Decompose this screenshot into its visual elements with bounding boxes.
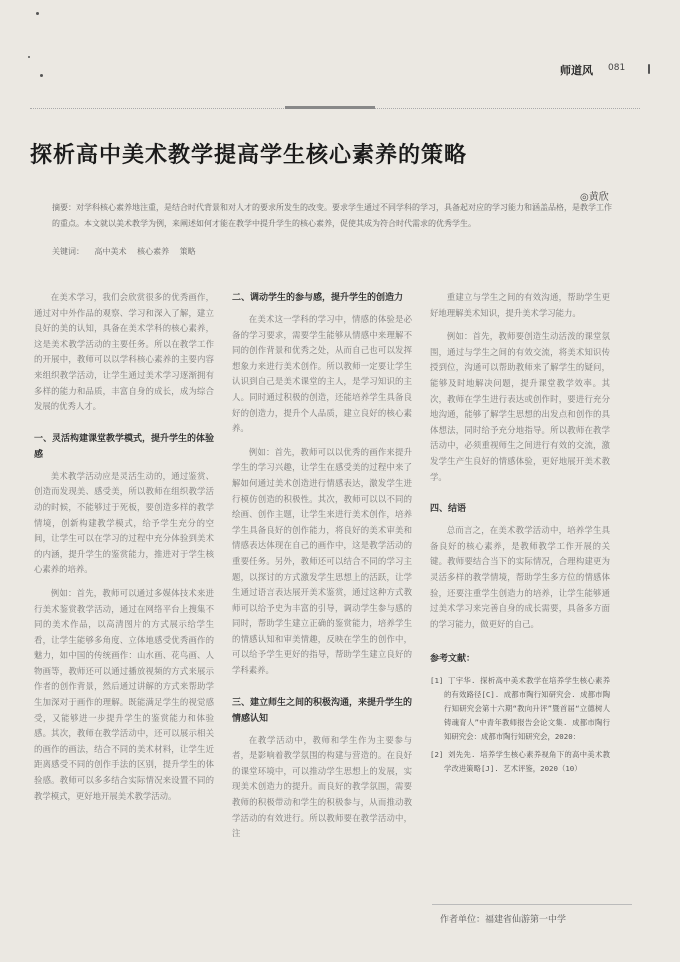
references-heading: 参考文献：: [430, 654, 476, 665]
scan-speck: [28, 56, 30, 58]
column-1: [34, 290, 214, 812]
paragraph: 例如：首先，教师可以通过多媒体技术来进行美术鉴赏教学活动，通过在网络平台上搜集不同的美术作品，以高清图片的方式展示给学生看，让学生能够多角度、立体地感受优秀画作的魅力，如中国的传统画作：山水画、花鸟画、人物画等，教师还可以通过播放视频的方式来展示作者的创作背景，然后通过讲解的方式来帮助学生加深对于画作的理解。既能满足学生的视觉感受，又能够进一步提升学生的鉴赏能力和体验感。其次，教师在教学活动中，还可以展示相关的画作的画法，结合不同的美术材料，让学生近距离感受不同的创作手法的区别，提升学生的体验感。教师可以多多结合实际情况来设置不同的教学模式，更好地开展美术教学活动。: [34, 587, 214, 801]
scan-speck: [648, 64, 650, 74]
paragraph: 例如：首先，教师要创造生动活泼的课堂氛围，通过与学生之间的有效交流，将美术知识传授到位，沟通可以帮助教师来了解学生的疑问，能够及时地解决问题，提升课堂教学效率。其次，教师在学生进行表达或创作时，要进行充分地沟通，能够了解学生思想的出发点和创作的具体想法，同时给予充分地指导。所以教师在教学活动中，必须重视师生之间进行有效的交流，激发学生产生良好的情感体验，更好地展开美术教学。: [430, 331, 610, 482]
keyword: 核心素养: [137, 247, 170, 256]
section-heading-2: 二、调动学生的参与感，提升学生的创造力: [232, 293, 404, 303]
author-affiliation: 作者单位：福建省仙游第一中学: [440, 915, 567, 925]
section-heading-4: 四、结语: [430, 504, 467, 515]
footer-divider: [432, 904, 632, 905]
column-2: [232, 290, 412, 850]
author: ◎黄欣: [580, 192, 609, 203]
reference-item: [1] 丁宇华. 探析高中美术教学在培养学生核心素养的有效路径[C]. 成都市陶行知研究会. 成都市陶行知研究会第十六期“教向升评”暨首届“立德树人 铸魂育人”中青年教师报告会论文集. 成都市陶行知研究会：成都市陶行知研究会，2020：: [430, 675, 610, 741]
journal-brand: 师道风: [560, 64, 593, 77]
reference-item: [2] 刘先先. 培养学生核心素养视角下的高中美术教学改进策略[J]. 艺术评鉴，2020（10）: [430, 749, 610, 773]
section-heading-1: 一、灵活构建课堂教学模式，提升学生的体验感: [34, 433, 215, 460]
keywords-label: 关键词：: [52, 247, 84, 256]
section-heading-3: 三、建立师生之间的积极沟通，来提升学生的情感认知: [232, 697, 413, 724]
paragraph: 例如：首先，教师可以以优秀的画作来提升学生的学习兴趣，让学生在感受美的过程中来了解如何通过美术创造进行情感表达，激发学生进行模仿创造的积极性。其次，教师可以以不同的绘画、创作主题，让学生来进行美术创作，培养学生具备良好的创作能力，将良好的美术审美和情感表达体现在自己的画作中，这是教学活动的重要任务。另外，教师还可以结合不同的学习主题，以探讨的方式激发学生思想上的活跃，让学生通过语言表达展开美术鉴赏，通过这种方式教师可以给予史为丰富的引导，调动学生参与感的同时，帮助学生建立正确的鉴赏能力，培养学生的情感认知和审美情趣，反映在学生的创作中，可以给予学生更好的指导，帮助学生建立良好的学科素养。: [232, 446, 412, 676]
scan-speck: [40, 74, 43, 77]
paragraph: 在美术这一学科的学习中，情感的体验是必备的学习要求，需要学生能够从情感中来理解不同的创作背景和优秀之处，从而自己也可以发挥想象力来进行美术创作。所以教师一定要让学生认识到自己是美术课堂的主人，是学习知识的主人。同时通过积极的创造，还能培养学生具备良好的创造力，提升个人品质，建立良好的核心素养。: [232, 314, 412, 434]
scan-speck: [36, 12, 39, 15]
paragraph: 美术教学活动应是灵活生动的，通过鉴赏、创造而发现美、感受美，所以教师在组织教学活动的时候，不能够过于死板，要创造多样的教学情境，创新构建教学模式，给予学生充分的空间，让学生可以在学习的过程中充分体验到美术的内涵，提升学生的鉴赏能力，推进对于学生核心素养的培养。: [34, 470, 214, 575]
paragraph: 总而言之，在美术教学活动中，培养学生具备良好的核心素养，是教师教学工作开展的关键。教师要结合当下的实际情况，合理构建更为灵活多样的教学情境，帮助学生多方位的情感体验，还要注重学生创造力的培养，让学生能够通过美术学习来完善自身的成长需要，具备多方面的学习能力，做更好的自己。: [430, 525, 610, 629]
column-3: [430, 290, 610, 780]
abstract: 摘要：对学科核心素养地注重，是结合时代背景和对人才的要求所发生的改变。要求学生通过不同学科的学习，具备起对应的学习能力和涵盖品格，是教学工作的重点。本文就以美术教学为例，来阐述如何才能在教学中提升学生的核心素养，促使其成为符合时代需求的优秀学生。: [52, 203, 612, 228]
keywords: [52, 246, 204, 257]
paragraph: 在教学活动中，教师和学生作为主要参与者，是影响着教学氛围的构建与营造的。在良好的课堂环境中，可以推动学生思想上的发展，实现美术创造力的提升。而良好的教学氛围，需要教师的积极带动和学生的积极参与，从而推动教学活动的有效进行。所以教师要在教学活动中，注: [232, 734, 412, 839]
keyword: 高中美术: [94, 247, 127, 256]
keyword: 策略: [179, 247, 196, 256]
intro-paragraph: 在美术学习，我们会欣赏很多的优秀画作，通过对中外作品的观察、学习和深入了解，建立良好的美的认知，具备在美术学科的核心素养，这是美术教学活动的主要任务。所以在教学工作的开展中，教师可以以学科核心素养的主要内容来组织教学活动，让学生通过美术学习逐渐拥有多样的能力和品质，丰富自身的成长，成为综合发展的优秀人才。: [34, 292, 214, 412]
page-number: 081: [608, 63, 626, 73]
header-divider-mark: [285, 106, 375, 109]
article-title: 探析高中美术教学提高学生核心素养的策略: [30, 142, 468, 168]
paragraph: 重建立与学生之间的有效沟通，帮助学生更好地理解美术知识，提升美术学习能力。: [430, 292, 610, 318]
